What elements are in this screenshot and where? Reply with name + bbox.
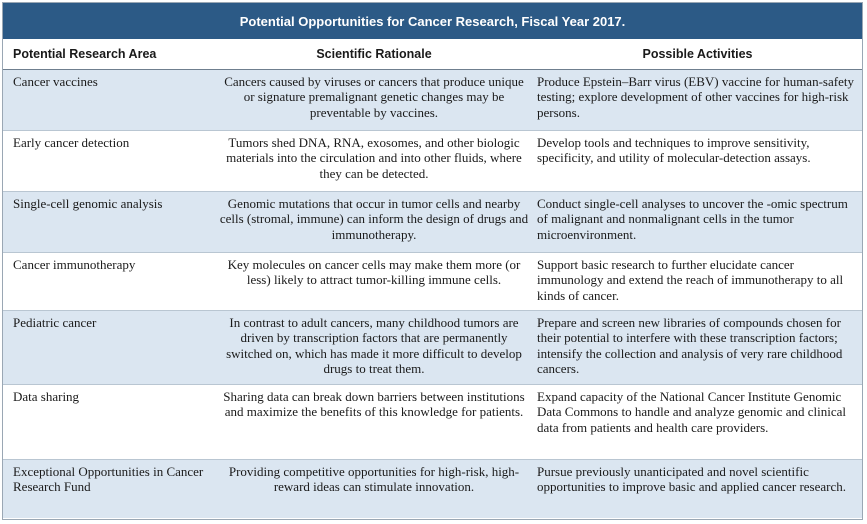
research-table (3, 39, 862, 518)
table-row (3, 253, 862, 311)
rationale-cell: Genomic mutations that occur in tumor cells and nearby cells (stromal, immune) can inform the design of drugs and immunotherapy. (215, 192, 533, 253)
activities-cell: Conduct single-cell analyses to uncover the -omic spectrum of malignant and nonmalignant cells in the tumor microenvironment. (533, 192, 862, 253)
activities-cell: Support basic research to further elucidate cancer immunology and extend the reach of immunotherapy to all kinds of cancer. (533, 253, 862, 311)
table-row (3, 385, 862, 460)
rationale-cell: In contrast to adult cancers, many childhood tumors are driven by transcription factors that are permanently switched on, which has made it more difficult to develop drugs to treat them. (215, 311, 533, 385)
header-possible-activities: Possible Activities (533, 39, 862, 70)
rationale-cell: Tumors shed DNA, RNA, exosomes, and other biologic materials into the circulation and into other fluids, where they can be detected. (215, 131, 533, 192)
header-row (3, 39, 862, 70)
table-row (3, 131, 862, 192)
header-scientific-rationale: Scientific Rationale (215, 39, 533, 70)
activities-cell: Prepare and screen new libraries of compounds chosen for their potential to interfere with these transcription factors; intensify the collection and analysis of very rare childhood cancers. (533, 311, 862, 385)
activities-cell: Expand capacity of the National Cancer Institute Genomic Data Commons to handle and analyze genomic and clinical data from patients and health care providers. (533, 385, 862, 460)
research-table-figure (2, 2, 863, 520)
rationale-cell: Cancers caused by viruses or cancers that produce unique or signature premalignant genetic changes may be preventable by vaccines. (215, 70, 533, 131)
table-row (3, 70, 862, 131)
activities-cell: Produce Epstein–Barr virus (EBV) vaccine for human-safety testing; explore development of other vaccines for high-risk persons. (533, 70, 862, 131)
area-cell: Exceptional Opportunities in Cancer Research Fund (3, 460, 215, 519)
table-row (3, 311, 862, 385)
rationale-cell: Providing competitive opportunities for high-risk, high-reward ideas can stimulate innovation. (215, 460, 533, 519)
activities-cell: Pursue previously unanticipated and novel scientific opportunities to improve basic and applied cancer research. (533, 460, 862, 519)
table-title: Potential Opportunities for Cancer Research, Fiscal Year 2017. (3, 3, 862, 39)
area-cell: Single-cell genomic analysis (3, 192, 215, 253)
area-cell: Pediatric cancer (3, 311, 215, 385)
area-cell: Data sharing (3, 385, 215, 460)
area-cell: Cancer immunotherapy (3, 253, 215, 311)
header-research-area: Potential Research Area (3, 39, 215, 70)
rationale-cell: Sharing data can break down barriers between institutions and maximize the benefits of this knowledge for patients. (215, 385, 533, 460)
area-cell: Early cancer detection (3, 131, 215, 192)
area-cell: Cancer vaccines (3, 70, 215, 131)
table-row (3, 460, 862, 519)
rationale-cell: Key molecules on cancer cells may make them more (or less) likely to attract tumor-killing immune cells. (215, 253, 533, 311)
table-row (3, 192, 862, 253)
activities-cell: Develop tools and techniques to improve sensitivity, specificity, and utility of molecular-detection assays. (533, 131, 862, 192)
